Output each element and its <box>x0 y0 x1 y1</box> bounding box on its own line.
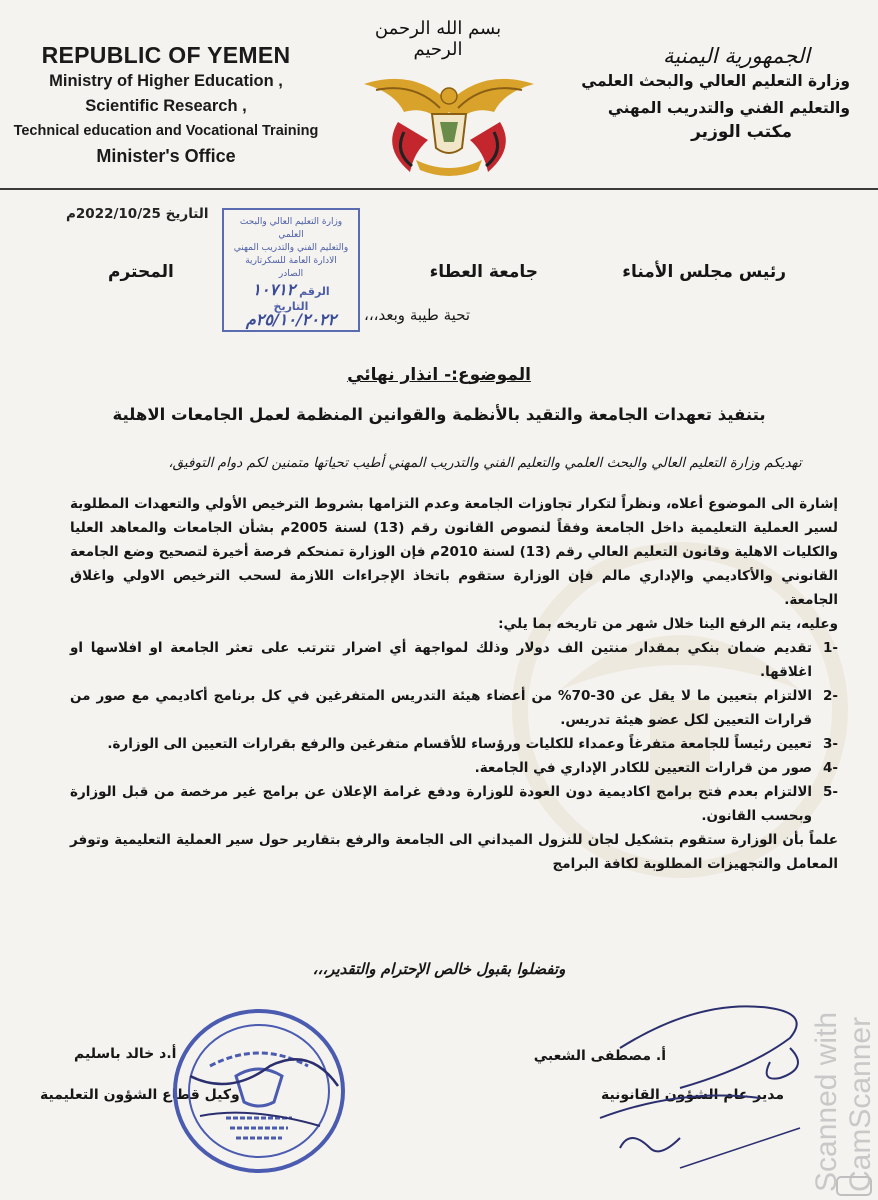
body-paragraph-3: علماً بأن الوزارة ستقوم بتشكيل لجان للنزول الميداني الى الجامعة والرفع بتقارير حول سير العملية التعليمية وتوفر المعامل والتجهيزات المطلوبة لكافة البرامج <box>70 832 838 872</box>
stamp-number-label: الرقم <box>299 285 330 298</box>
list-item-number: -3 <box>822 736 838 752</box>
stamp-number: ١٠٧١٢ <box>252 280 296 299</box>
stamp-line-1: وزارة التعليم العالي والبحث العلمي <box>239 217 343 240</box>
stamp-line-2: والتعليم الفني والتدريب المهني <box>233 243 349 253</box>
letter-date: التاريخ 2022/10/25م <box>66 206 209 222</box>
handwritten-signature <box>560 978 830 1188</box>
camscanner-watermark <box>800 960 878 1200</box>
subject-line: الموضوع:- انذار نهائي <box>347 365 531 385</box>
letter-body <box>70 492 838 876</box>
addressee-honorific: المحترم <box>108 262 174 282</box>
list-item-number: -2 <box>822 688 838 704</box>
list-item <box>70 732 838 756</box>
subject-detail-text: بتنفيذ تعهدات الجامعة والتقيد بالأنظمة والقوانين المنظمة لعمل الجامعات الاهلية <box>112 405 766 424</box>
list-item-text: تقديم ضمان بنكي بمقدار منتين الف دولار وذلك لمواجهة أي اضرار تترتب على تعثر الجامعة او افلاسها او اغلاقها. <box>70 640 812 680</box>
list-item <box>70 684 838 732</box>
list-item <box>70 756 838 780</box>
closing-salutation: وتفضلوا بقبول خالص الإحترام والتقدير،،، <box>312 960 566 978</box>
list-item-text: تعيين رئيساً للجامعة متفرغاً وعمداء للكليات ورؤساء للأقسام متفرغين والرفع بقرارات التعيين الى الوزارة. <box>107 736 812 752</box>
header-divider <box>0 188 878 190</box>
greeting: تحية طيبة وبعد،،، <box>364 306 471 324</box>
ministry-seal-icon <box>170 1006 348 1176</box>
body-paragraph-1: إشارة الى الموضوع أعلاه، ونظراً لتكرار تجاوزات الجامعة وعدم التزامها بشروط الترخيص الأولي والتعهدات المطلوبة لسير العملية التعليمية داخل الجامعة وفقاً لنصوص القانون رقم (13) لسنة 2005م بشأن الجامعات والمعاهد العليا والكليات الاهلية وقانون التعليم العالي رقم (13) لسنة 2010م فإن الوزارة تمنحكم فرصة أخيرة لتصحيح وضع الجامعة القانوني والأكاديمي والإداري مالم فإن الوزارة ستقوم باتخاذ الإجراءات اللازمة لسحب الترخيص الاولي واغلاق الجامعة. <box>70 496 838 608</box>
stamp-line-3: الادارة العامة للسكرتارية <box>245 256 337 266</box>
header-english <box>6 42 326 167</box>
stamp-line-4: الصادر <box>278 269 304 279</box>
ministry-line-2-en: Scientific Research , <box>85 97 247 115</box>
addressee-title: رئيس مجلس الأمناء <box>622 262 786 282</box>
svg-text:CamScanner: CamScanner <box>844 1016 877 1192</box>
office-name-ar: مكتب الوزير <box>691 122 792 142</box>
stamp-date: ٢٥/١٠/٢٠٢٢م <box>245 310 337 329</box>
list-item-text: الالتزام بتعيين ما لا يقل عن 30-70% من أعضاء هيئة التدريس المتفرغين في كل برنامج أكاديمي مع صور من قرارات التعيين لكل عضو هيئة تدريس. <box>70 688 812 728</box>
subject-detail <box>0 405 878 424</box>
yemen-eagle-emblem-icon <box>354 62 544 182</box>
signatory-right-title: مدير عام الشؤون القانونية <box>600 1087 784 1103</box>
svg-text:Scanned with: Scanned with <box>810 1011 843 1192</box>
office-name-en: Minister's Office <box>96 146 236 166</box>
basmala: بسم الله الرحمن الرحيم <box>374 18 502 60</box>
ministry-line-3-en: Technical education and Vocational Training <box>13 123 319 139</box>
header-arabic <box>550 44 850 142</box>
list-item-number: -4 <box>822 760 838 776</box>
ministry-line-1-ar: وزارة التعليم العالي والبحث العلمي <box>581 72 850 90</box>
list-item-number: -5 <box>822 784 838 800</box>
country-name-ar: الجمهورية اليمنية <box>662 44 810 68</box>
stamp-date-label: التاريخ <box>273 300 309 313</box>
registry-stamp <box>222 208 360 332</box>
list-item <box>70 780 838 828</box>
list-item-text: صور من قرارات التعيين للكادر الإداري في الجامعة. <box>474 760 812 776</box>
requirements-list <box>70 636 838 828</box>
ministry-line-2-ar: والتعليم الفني والتدريب المهني <box>607 99 850 117</box>
ministry-line-1-en: Ministry of Higher Education , <box>49 72 283 90</box>
list-item-text: الالتزام بعدم فتح برامج اكاديمية دون العودة للوزارة ودفع غرامة الإعلان عن برامج غير مرخصة من قبل الوزارة وبحسب القانون. <box>70 784 812 824</box>
list-item <box>70 636 838 684</box>
signatory-left-name: أ.د خالد باسليم <box>74 1046 177 1062</box>
signatory-left-title: وكيل قطاع الشؤون التعليمية <box>40 1087 240 1103</box>
signatory-right-name: أ. مصطفى الشعبي <box>533 1048 666 1064</box>
list-item-number: -1 <box>822 640 838 656</box>
body-paragraph-2: وعليه، يتم الرفع الينا خلال شهر من تاريخه بما يلي: <box>498 616 838 632</box>
country-name-en: REPUBLIC OF YEMEN <box>41 42 291 68</box>
intro-greeting: تهديكم وزارة التعليم العالي والبحث العلمي والتعليم الفني والتدريب المهني أطيب تحياتها متمنين لكم دوام التوفيق، <box>168 455 802 471</box>
addressee-university: جامعة العطاء <box>429 262 538 282</box>
camscanner-logo-icon <box>836 1176 872 1196</box>
